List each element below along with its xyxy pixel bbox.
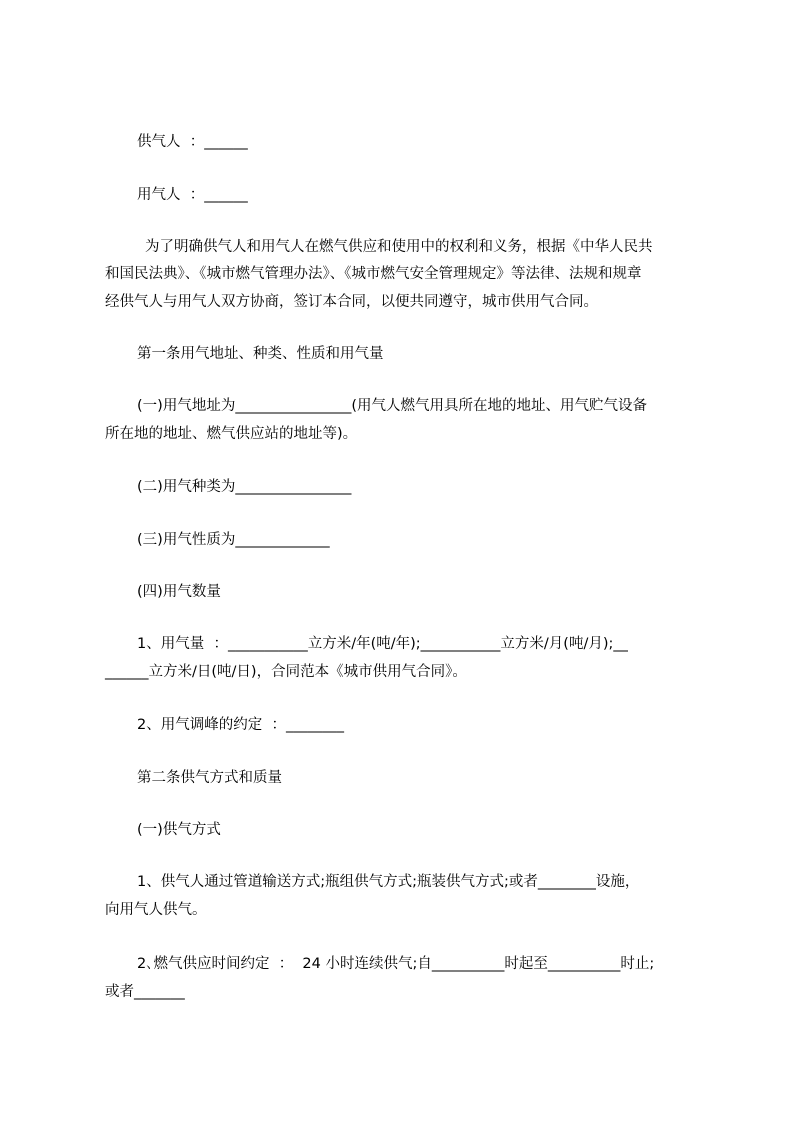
preamble-line-1: 为了明确供气人和用气人在燃气供应和使用中的权利和义务，根据《中华人民共	[145, 239, 653, 255]
clause-gas-quantity: (四)用气数量	[137, 584, 221, 600]
clause-address-line-2: 所在地的地址、燃气供应站的地址等)。	[105, 426, 358, 442]
preamble-line-2: 和国民法典》、《城市燃气管理办法》、《城市燃气安全管理规定》等法律、法规和规章	[105, 266, 642, 282]
clause-gas-type: (二)用气种类为________________	[137, 479, 352, 495]
supply-item-1-line-1: 1、供气人通过管道输送方式;瓶组供气方式;瓶装供气方式;或者________设施，	[137, 874, 640, 890]
clause-address-line-1: (一)用气地址为________________(用气人燃气用具所在地的地址、用气贮气设备	[137, 398, 647, 414]
preamble-line-3: 经供气人与用气人双方协商，签订本合同，以便共同遵守，城市供用气合同。	[105, 294, 598, 310]
supply-item-1-line-2: 向用气人供气。	[105, 902, 207, 918]
supplier-line: 供气人 ：______	[137, 134, 248, 150]
supply-item-2-line-2: 或者_______	[105, 984, 185, 1000]
quantity-item-1-line-2: ______立方米/日(吨/日)，合同范本《城市供用气合同》。	[105, 664, 467, 680]
clause-supply-method: (一)供气方式	[137, 822, 221, 838]
clause-gas-nature: (三)用气性质为_____________	[137, 532, 330, 548]
article-1-heading: 第一条用气地址、种类、性质和用气量	[137, 346, 384, 362]
quantity-item-1-line-1: 1、用气量 ：___________立方米/年(吨/年);___________立方米/月(吨/月);__	[137, 636, 628, 652]
supply-item-2-line-1: 2､燃气供应时间约定 ： 24 小时连续供气;自__________时起至__________时止;	[137, 956, 655, 972]
quantity-item-2: 2、用气调峰的约定 ：________	[137, 717, 344, 733]
user-line: 用气人 ：______	[137, 187, 248, 203]
article-2-heading: 第二条供气方式和质量	[137, 770, 282, 786]
